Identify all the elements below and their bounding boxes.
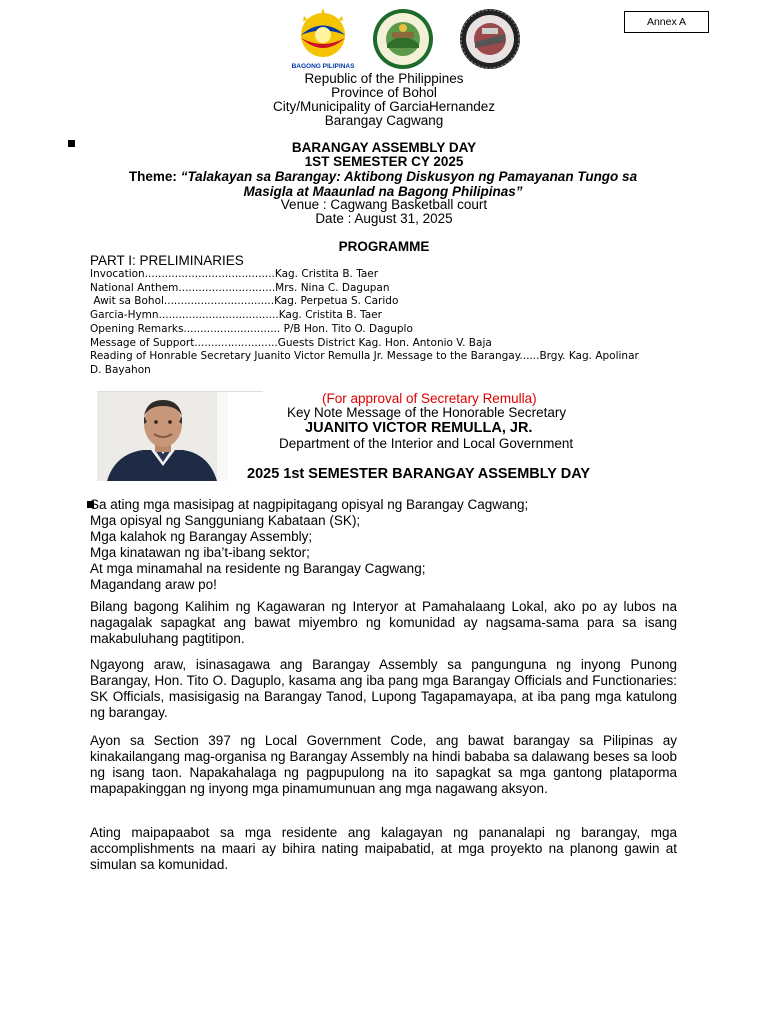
salutation-list	[90, 497, 528, 593]
secretary-name: JUANITO VICTOR REMULLA, JR.	[305, 420, 533, 436]
theme-line1: “Talakayan sa Barangay: Aktibong Diskusyon ng Pamayanan Tungo sa	[180, 169, 638, 184]
garcia-hernandez-seal	[370, 8, 436, 70]
programme-item: D. Bayahon	[90, 363, 151, 376]
salutation-line: Mga kalahok ng Barangay Assembly;	[90, 529, 313, 544]
bagong-pilipinas-logo	[290, 8, 356, 70]
keynote-event-title: 2025 1st SEMESTER BARANGAY ASSEMBLY DAY	[247, 466, 591, 482]
salutation-line: Magandang araw po!	[90, 577, 217, 592]
event-theme	[90, 169, 676, 199]
approval-note: (For approval of Secretary Remulla)	[322, 391, 537, 406]
programme-item: Reading of Honrable Secretary Juanito Victor Remulla Jr. Message to the Barangay......Brgy. Kag. Apolinar	[90, 350, 639, 363]
programme-item: National Anthem.............................Mrs. Nina C. Dagupan	[90, 281, 390, 294]
programme-item: Message of Support.........................Guests District Kag. Hon. Antonio V. Baja	[90, 336, 492, 349]
salutation-line: At mga minamahal na residente ng Barangay Cagwang;	[90, 561, 426, 576]
programme-item: Garcia-Hymn....................................Kag. Cristita B. Taer	[90, 309, 382, 322]
message-paragraph: Ngayong araw, isinasagawa ang Barangay Assembly sa pangunguna ng inyong Punong Barangay, Hon. Tito O. Daguplo, kasama ang iba pang mga Barangay Officials and Functionaries: SK Officials, masisigasig na Barangay Tanod, Lupong Tagapamayapa, at iba pang mga katulong ng barangay.	[90, 657, 677, 720]
event-date: Date : August 31, 2025	[315, 211, 453, 226]
programme-list	[90, 268, 680, 378]
salutation-line: Mga opisyal ng Sangguniang Kabataan (SK);	[90, 513, 361, 528]
header-municipality: City/Municipality of GarciaHernandez	[272, 99, 496, 114]
message-paragraph: Ayon sa Section 397 ng Local Government Code, ang bawat barangay sa Pilipinas ay kinakailangang mag-organisa ng Barangay Assembly na hindi bababa sa dalawang beses sa loob ng isang taon. Napakahalaga ng pagpupulong na ito sapagkat sa mga gantong plataporma mapapakinggan ng inyong mga pinamumunuan ang mga nagawang aksyon.	[90, 733, 677, 796]
event-semester: 1ST SEMESTER CY 2025	[304, 154, 464, 169]
annex-label: Annex A	[624, 11, 709, 33]
programme-item: Opening Remarks............................. P/B Hon. Tito O. Daguplo	[90, 322, 413, 335]
message-paragraph: Bilang bagong Kalihim ng Kagawaran ng Interyor at Pamahalaang Lokal, ako po ay lubos na nagagalak sapagkat ang bawat miyembro ng komunidad ay nagsama-sama para sa isang makabuluhang pagtitipon.	[90, 599, 677, 646]
event-title: BARANGAY ASSEMBLY DAY	[291, 140, 477, 155]
theme-label: Theme:	[128, 169, 181, 184]
salutation-line: Mga kinatawan ng iba’t-ibang sektor;	[90, 545, 310, 560]
header-province: Province of Bohol	[331, 85, 437, 100]
programme-heading: PROGRAMME	[338, 239, 430, 254]
department-name: Department of the Interior and Local Government	[279, 436, 574, 451]
barangay-cagwang-seal	[457, 8, 523, 70]
event-venue: Venue : Cagwang Basketball court	[280, 197, 488, 212]
header-barangay: Barangay Cagwang	[324, 113, 444, 128]
message-paragraph: Ating maipapaabot sa mga residente ang kalagayan ng pananalapi ng barangay, mga accomplishments na maari ay bihira nating maipabatid, at mga proyekto na planong gawin at simulan sa komunidad.	[90, 825, 677, 872]
programme-part: PART I: PRELIMINARIES	[90, 253, 244, 268]
programme-item: Awit sa Bohol.................................Kag. Perpetua S. Carido	[90, 295, 399, 308]
keynote-line: Key Note Message of the Honorable Secretary	[287, 405, 567, 420]
header-republic: Republic of the Philippines	[304, 71, 464, 86]
salutation-line: Sa ating mga masisipag at nagpipitagang opisyal ng Barangay Cagwang;	[90, 497, 529, 512]
theme-line2: Masigla at Maaunlad na Bagong Philipinas”	[243, 184, 523, 199]
secretary-photo	[97, 392, 228, 481]
bagong-pilipinas-caption: BAGONG PILIPINAS	[291, 63, 355, 70]
programme-item: Invocation.......................................Kag. Cristita B. Taer	[90, 268, 379, 280]
